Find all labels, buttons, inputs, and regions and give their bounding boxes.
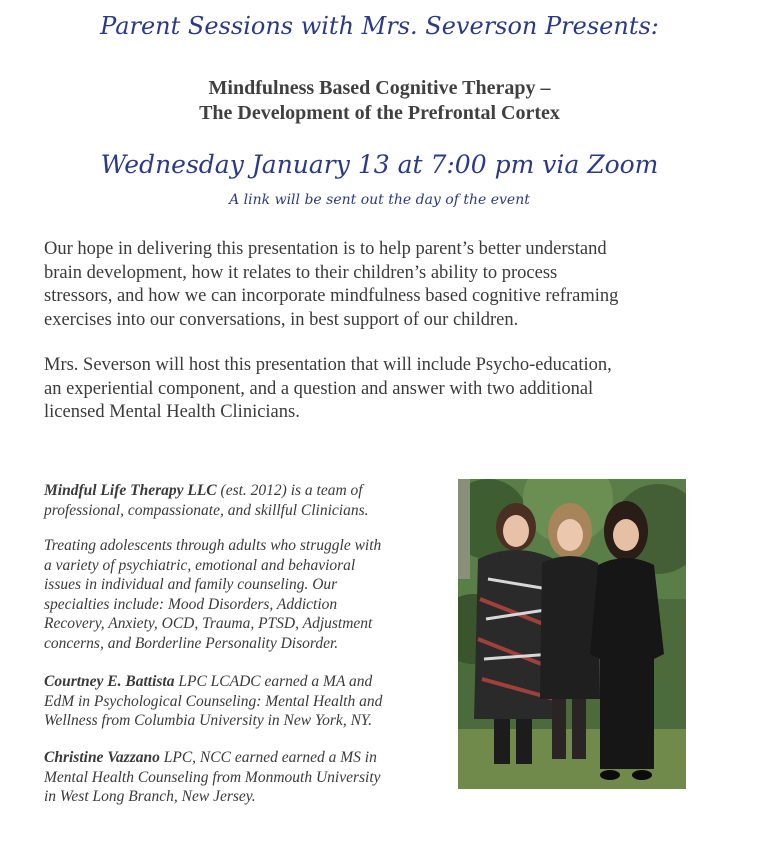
clinician-bio-vazzano <box>44 748 449 807</box>
text-line: stressors, and how we can incorporate mindfulness based cognitive reframing <box>44 286 619 306</box>
text-line: exercises into our conversations, in best support of our children. <box>44 309 519 330</box>
clinician-credentials: LPC, NCC earned earned a MS in <box>159 749 377 766</box>
text-line: specialties include: Mood Disorders, Addiction <box>44 595 338 613</box>
link-note: A link will be sent out the day of the event <box>229 192 530 208</box>
text-line: Mrs. Severson will host this presentation that will include Psycho-education, <box>44 355 612 375</box>
text-line: Wellness from Columbia University in New York, NY. <box>44 712 372 729</box>
clinician-name: Courtney E. Battista <box>44 673 175 690</box>
clinician-credentials: LPC LCADC earned a MA and <box>174 673 373 690</box>
specialties-bio <box>44 536 449 653</box>
text-line: brain development, how it relates to their children’s ability to process <box>44 262 558 283</box>
text-line: issues in individual and family counseling. Our <box>44 576 338 593</box>
event-date: Wednesday January 13 at 7:00 pm via Zoom <box>100 150 659 179</box>
text-line: Treating adolescents through adults who struggle with <box>44 537 382 554</box>
clinicians-group-photo <box>458 479 686 789</box>
text-line <box>44 748 449 768</box>
text-line: an experiential component, and a question and answer with two additional <box>44 378 594 399</box>
text-line <box>44 672 449 692</box>
text-line: Mental Health Counseling from Monmouth University <box>44 768 381 786</box>
session-title-line-1: Mindfulness Based Cognitive Therapy – <box>208 77 551 99</box>
text-line: Our hope in delivering this presentation is to help parent’s better understand <box>44 239 607 259</box>
intro-paragraph-2 <box>44 354 724 425</box>
intro-paragraph-1 <box>44 238 724 332</box>
practice-established: (est. 2012) is a team of <box>216 482 363 499</box>
text-line: a variety of psychiatric, emotional and behavioral <box>44 556 356 574</box>
practice-name: Mindful Life Therapy LLC <box>44 482 217 499</box>
clinician-bio-battista <box>44 672 449 731</box>
text-line: Recovery, Anxiety, OCD, Trauma, PTSD, Adjustment <box>44 615 373 632</box>
group-photo-illustration <box>458 479 686 789</box>
text-line <box>44 481 449 501</box>
text-line: licensed Mental Health Clinicians. <box>44 402 300 422</box>
clinician-name: Christine Vazzano <box>44 749 160 766</box>
text-line: concerns, and Borderline Personality Disorder. <box>44 634 339 652</box>
text-line: professional, compassionate, and skillful Clinicians. <box>44 501 369 519</box>
session-title-line-2: The Development of the Prefrontal Cortex <box>199 102 560 124</box>
practice-bio <box>44 481 449 520</box>
presenter-heading: Parent Sessions with Mrs. Severson Presents: <box>100 12 659 40</box>
text-line: in West Long Branch, New Jersey. <box>44 788 256 805</box>
session-title <box>0 76 759 126</box>
text-line: EdM in Psychological Counseling: Mental Health and <box>44 692 383 710</box>
